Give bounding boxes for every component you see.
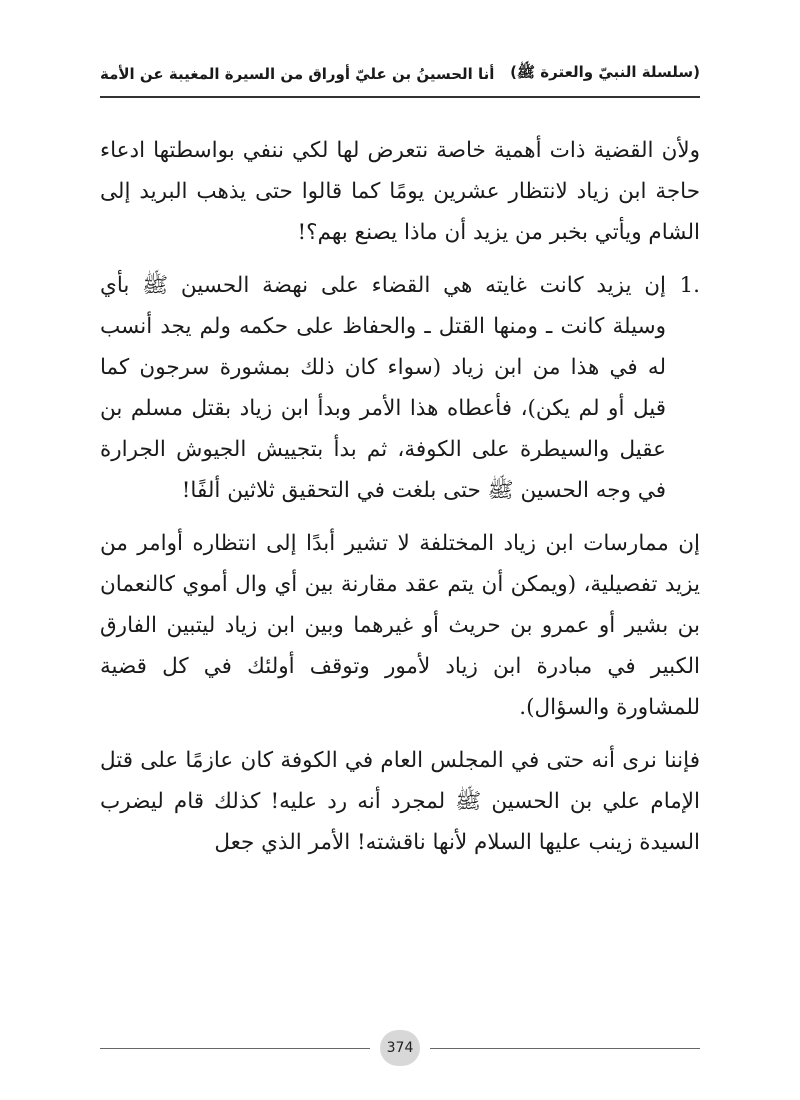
series-title: (سلسلة النبيّ والعترة ﷺ) bbox=[510, 63, 700, 81]
page-body bbox=[100, 130, 700, 875]
page-footer bbox=[100, 1030, 700, 1066]
book-title: أنا الحسينُ بن عليّ أوراق من السيرة المغيبة عن الأمة bbox=[100, 65, 495, 83]
footer-rule-left bbox=[100, 1048, 370, 1049]
paragraph-3: فإننا نرى أنه حتى في المجلس العام في الكوفة كان عازمًا على قتل الإمام علي بن الحسين ﷺ لمجرد أنه رد عليه! كذلك قام ليضرب السيدة زينب عليها السلام لأنها ناقشته! الأمر الذي جعل bbox=[100, 748, 700, 855]
page-number: 374 bbox=[380, 1030, 420, 1066]
list-item-1 bbox=[100, 265, 700, 511]
running-header bbox=[100, 58, 700, 90]
paragraph-1: ولأن القضية ذات أهمية خاصة نتعرض لها لكي ننفي بواسطتها ادعاء حاجة ابن زياد لانتظار عشرين يومًا كما قالوا حتى يذهب البريد إلى الشام ويأتي بخبر من يزيد أن ماذا يصنع بهم؟! bbox=[100, 138, 700, 245]
header-rule bbox=[100, 96, 700, 98]
list-number: 1. bbox=[679, 273, 700, 298]
paragraph-2: إن ممارسات ابن زياد المختلفة لا تشير أبدًا إلى انتظاره أوامر من يزيد تفصيلية، (ويمكن أن يتم عقد مقارنة بين أي وال أموي كالنعمان بن بشير أو عمرو بن حريث أو غيرهما وبين ابن زياد ليتبين الفارق الكبير في مبادرة ابن زياد لأمور وتوقف أولئك في كل قضية للمشاورة والسؤال). bbox=[100, 531, 700, 720]
list-item-text: إن يزيد كانت غايته هي القضاء على نهضة الحسين ﷺ بأي وسيلة كانت ـ ومنها القتل ـ والحفاظ على حكمه ولم يجد أنسب له في هذا من ابن زياد (سواء كان ذلك بمشورة سرجون كما قيل أو لم يكن)، فأعطاه هذا الأمر وبدأ ابن زياد بقتل مسلم بن عقيل والسيطرة على الكوفة، ثم بدأ بتجييش الجيوش الجرارة في وجه الحسين ﷺ حتى بلغت في التحقيق ثلاثين ألفًا! bbox=[100, 273, 666, 503]
footer-rule-right bbox=[430, 1048, 700, 1049]
